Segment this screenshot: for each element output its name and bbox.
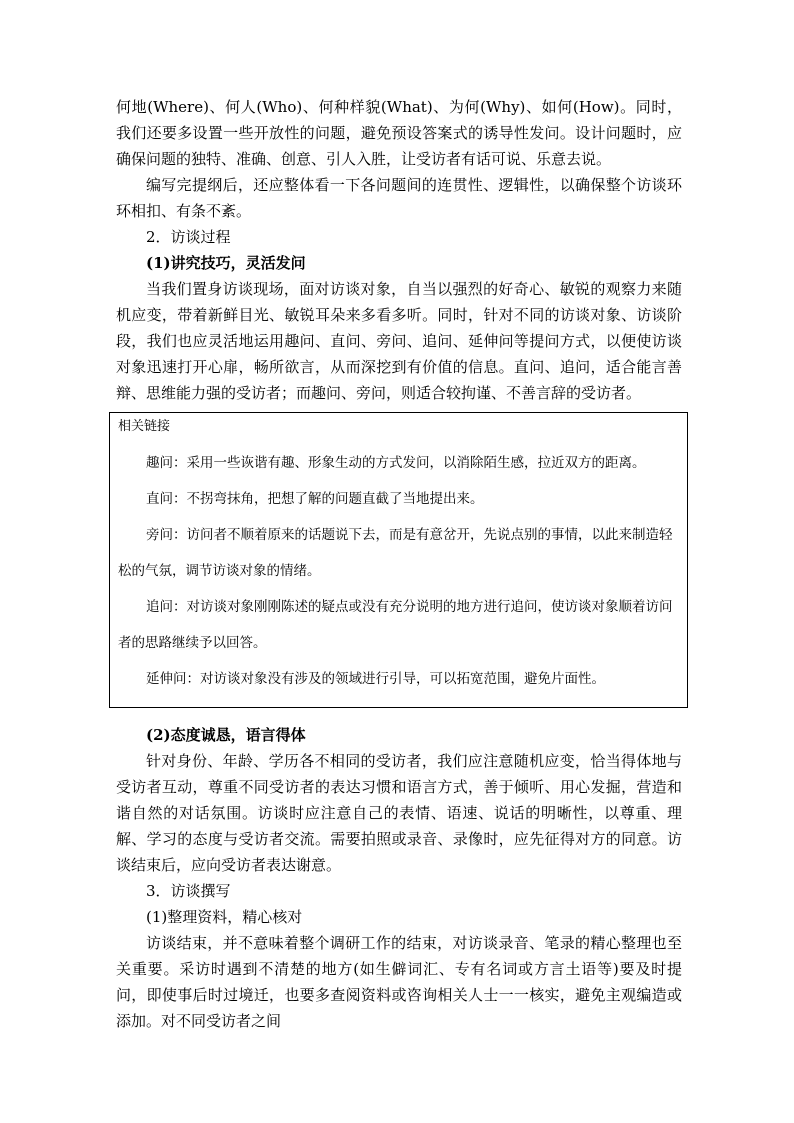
- paragraph-question-design: 何地(Where)、何人(Who)、何种样貌(What)、为何(Why)、如何(How)。同时，我们还要多设置一些开放性的问题，避免预设答案式的诱导性发问。设计问题时，应确保问题的独特、准确、创意、引人入胜，让受访者有话可说、乐意去说。: [116, 98, 682, 168]
- link-item-fun-question: 趣问：采用一些诙谐有趣、形象生动的方式发问，以消除陌生感，拉近双方的距离。: [146, 455, 646, 471]
- paragraph-ask-flexibly: 当我们置身访谈现场，面对访谈对象，自当以强烈的好奇心、敏锐的观察力来随机应变，带着新鲜目光、敏锐耳朵来多看多听。同时，针对不同的访谈对象、访谈阶段，我们也应灵活地运用趣问、直问、旁问、追问、延伸问等提问方式，以便使访谈对象迅速打开心扉，畅所欲言，从而深挖到有价值的信息。直问、追问，适合能言善辩、思维能力强的受访者；而趣问、旁问，则适合较拘谨、不善言辞的受访者。: [116, 280, 682, 402]
- subheading-sincere-attitude: (2)态度诚恳，语言得体: [146, 726, 306, 744]
- paragraph-organize-materials: 访谈结束，并不意味着整个调研工作的结束，对访谈录音、笔录的精心整理也至关重要。采访时遇到不清楚的地方(如生僻词汇、专有名词或方言土语等)要及时提问，即使事后时过境迁，也要多查阅资料或咨询相关人士一一核实，避免主观编造或添加。对不同受访者之间: [116, 934, 682, 1030]
- subheading-organize-materials: (1)整理资料，精心核对: [146, 908, 303, 926]
- related-links-box: [109, 412, 688, 708]
- section-heading-interview-writing: 3．访谈撰写: [146, 882, 231, 900]
- link-item-follow-up-question: 追问：对访谈对象刚刚陈述的疑点或没有充分说明的地方进行追问，使访谈对象顺着访问者的思路继续予以回答。: [118, 599, 673, 651]
- document-body: [116, 94, 682, 1034]
- link-item-side-question: 旁问：访问者不顺着原来的话题说下去，而是有意岔开，先说点别的事情，以此来制造轻松的气氛，调节访谈对象的情绪。: [118, 527, 673, 579]
- link-item-direct-question: 直问：不拐弯抹角，把想了解的问题直截了当地提出来。: [146, 491, 484, 507]
- link-item-extended-question: 延伸问：对访谈对象没有涉及的领域进行引导，可以拓宽范围，避免片面性。: [146, 671, 605, 687]
- paragraph-outline-review: 编写完提纲后，还应整体看一下各问题间的连贯性、逻辑性，以确保整个访谈环环相扣、有条不紊。: [116, 176, 682, 220]
- section-heading-interview-process: 2．访谈过程: [146, 228, 231, 246]
- paragraph-sincere-attitude: 针对身份、年龄、学历各不相同的受访者，我们应注意随机应变，恰当得体地与受访者互动，尊重不同受访者的表达习惯和语言方式，善于倾听、用心发掘，营造和谐自然的对话氛围。访谈时应注意自己的表情、语速、说话的明晰性，以尊重、理解、学习的态度与受访者交流。需要拍照或录音、录像时，应先征得对方的同意。访谈结束后，应向受访者表达谢意。: [116, 752, 682, 874]
- subheading-ask-flexibly: (1)讲究技巧，灵活发问: [146, 254, 306, 272]
- related-links-title: 相关链接: [118, 419, 171, 434]
